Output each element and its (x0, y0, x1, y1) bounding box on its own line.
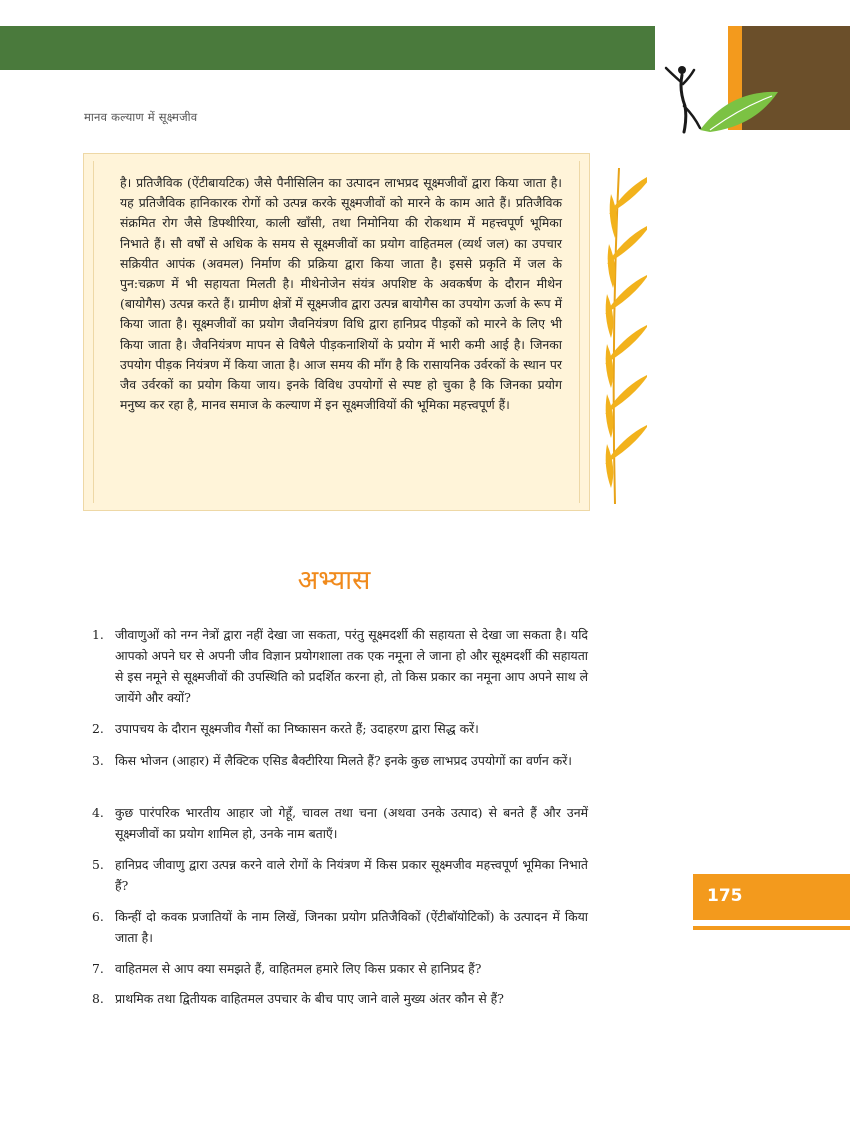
golden-leaves-icon (597, 168, 647, 504)
question-number: 5. (92, 857, 104, 872)
question-text: हानिप्रद जीवाणु द्वारा उत्पन्न करने वाले रोगों के नियंत्रण में किस प्रकार सूक्ष्मजीव महत्त्वपूर्ण भूमिका निभाते हैं? (115, 857, 588, 893)
question-item (92, 750, 588, 771)
figure-with-leaf-logo-icon (660, 60, 780, 140)
header-band (0, 26, 655, 70)
question-text: जीवाणुओं को नग्न नेत्रों द्वारा नहीं देखा जा सकता, परंतु सूक्ष्मदर्शी की सहायता से देखा जा सकता है। यदि आपको अपने घर से अपनी जीव विज्ञान प्रयोगशाला तक एक नमूना ले जाना हो और सूक्ष्मदर्शी की सहायता से इस नमूने से सूक्ष्मजीवों की उपस्थिति को प्रदर्शित करना हो, तो किस प्रकार का नमूना आप अपने साथ ले जायेंगे और क्यों? (115, 627, 588, 705)
page-number-underline (693, 926, 850, 930)
question-number: 8. (92, 991, 104, 1006)
page-number: 175 (707, 886, 743, 906)
question-item (92, 958, 588, 979)
question-number: 4. (92, 805, 104, 820)
question-text: कुछ पारंपरिक भारतीय आहार जो गेहूँ, चावल तथा चना (अथवा उनके उत्पाद) से बनते हैं और उनमें सूक्ष्मजीवों का प्रयोग शामिल हो, उनके नाम बताएँ। (115, 805, 588, 841)
question-item (92, 718, 588, 739)
question-item (92, 624, 588, 708)
question-text: किस भोजन (आहार) में लैक्टिक एसिड बैक्टीरिया मिलते हैं? इनके कुछ लाभप्रद उपयोगों का वर्णन करें। (115, 753, 572, 768)
question-number: 3. (92, 753, 104, 768)
question-text: किन्हीं दो कवक प्रजातियों के नाम लिखें, जिनका प्रयोग प्रतिजैविकों (ऐंटीबॉयोटिकों) के उत्पादन में किया जाता है। (115, 909, 588, 945)
question-item (92, 854, 588, 896)
question-text: वाहितमल से आप क्या समझते हैं, वाहितमल हमारे लिए किस प्रकार से हानिप्रद हैं? (115, 961, 482, 976)
question-number: 6. (92, 909, 104, 924)
running-head: मानव कल्याण में सूक्ष्मजीव (84, 110, 198, 124)
question-item (92, 988, 588, 1009)
question-number: 7. (92, 961, 104, 976)
question-text: प्राथमिक तथा द्वितीयक वाहितमल उपचार के बीच पाए जाने वाले मुख्य अंतर कौन से हैं? (115, 991, 504, 1006)
info-box-paragraph: है। प्रतिजैविक (ऐंटीबायटिक) जैसे पैनीसिलिन का उत्पादन लाभप्रद सूक्ष्मजीवों द्वारा किया जाता है। यह प्रतिजैविक हानिकारक रोगों को उत्पन्न करके सूक्ष्मजीवों को मारने के काम आते हैं। प्रतिजैविक संक्रमित रोग जैसे डिफ्थीरिया, काली खाँसी, तथा निमोनिया की रोकथाम में महत्त्वपूर्ण भूमिका निभाते हैं। सौ वर्षों से अधिक के समय से सूक्ष्मजीवों का प्रयोग वाहितमल (व्यर्थ जल) का उपचार सक्रियीत आपंक (अवमल) निर्माण की प्रक्रिया द्वारा किया जाता है। इससे प्रकृति में जल के पुन:चक्रण में भी सहायता मिलती है। मीथेनोजेन संयंत्र अपशिष्ट के अवकर्षण के दौरान मीथेन (बायोगैस) उत्पन्न करते हैं। ग्रामीण क्षेत्रों में सूक्ष्मजीव द्वारा उत्पन्न बायोगैस का उपयोग ऊर्जा के रूप में किया जाता है। सूक्ष्मजीवों का प्रयोग जैवनियंत्रण विधि द्वारा हानिप्रद पीड़कों को मारने के लिए भी किया जाता है। जैवनियंत्रण मापन से विषैले पीड़कनाशियों के प्रयोग में भारी कमी आई है। जिनका उपयोग पीड़क नियंत्रण में किया जाता है। आज समय की माँग है कि रासायनिक उर्वरकों के स्थान पर जैव उर्वरकों का प्रयोग किया जाय। इनके विविध उपयोगों से स्पष्ट हो चुका है कि जिनका प्रयोग मनुष्य कर रहा है, मानव समाज के कल्याण में इन सूक्ष्मजीवियों की भूमिका महत्त्वपूर्ण हैं। (120, 175, 562, 413)
info-box (83, 153, 590, 511)
page-number-bar (693, 874, 850, 920)
question-number: 2. (92, 721, 104, 736)
exercises-title: अभ्यास (297, 565, 371, 596)
question-item (92, 802, 588, 844)
question-text: उपापचय के दौरान सूक्ष्मजीव गैसों का निष्कासन करते हैं; उदाहरण द्वारा सिद्ध करें। (115, 721, 479, 736)
question-number: 1. (92, 627, 104, 642)
question-item (92, 906, 588, 948)
